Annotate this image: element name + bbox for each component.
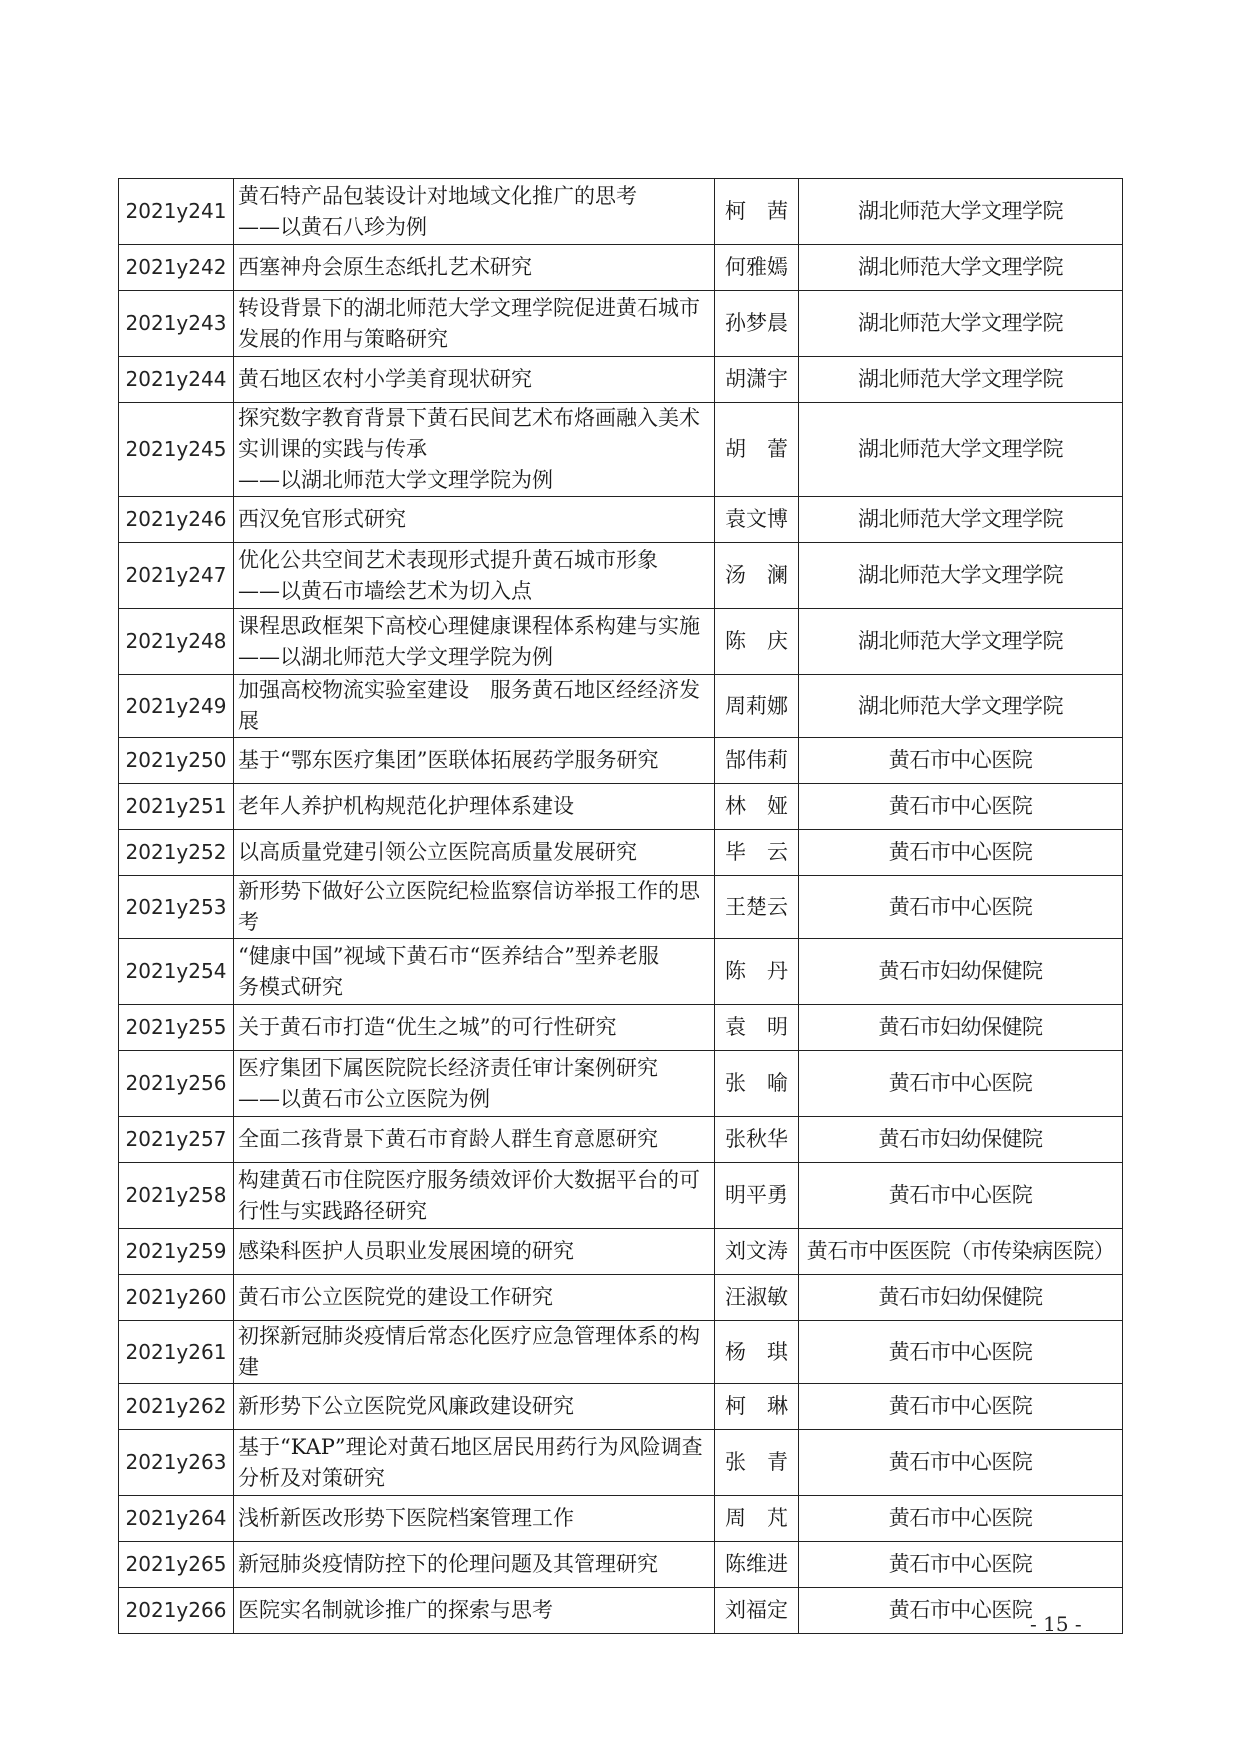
organization-cell: 黄石市中心医院 — [799, 1542, 1123, 1588]
project-title-line: 构建黄石市住院医疗服务绩效评价大数据平台的可 — [238, 1167, 700, 1192]
project-title-line: 西塞神舟会原生态纸扎艺术研究 — [238, 255, 532, 279]
project-title-cell — [234, 609, 715, 675]
organization-cell: 湖北师范大学文理学院 — [799, 357, 1123, 403]
project-id-cell: 2021y265 — [119, 1542, 234, 1588]
project-title-line: 基于“KAP”理论对黄石地区居民用药行为风险调查 — [238, 1434, 703, 1459]
organization-cell: 黄石市妇幼保健院 — [799, 939, 1123, 1005]
author-cell: 袁 明 — [715, 1005, 799, 1051]
project-id-cell: 2021y262 — [119, 1384, 234, 1430]
author-cell: 胡潇宇 — [715, 357, 799, 403]
project-title-cell — [234, 497, 715, 543]
project-title-line: 以高质量党建引领公立医院高质量发展研究 — [238, 840, 637, 864]
project-id-cell: 2021y264 — [119, 1496, 234, 1542]
organization-cell: 湖北师范大学文理学院 — [799, 675, 1123, 738]
author-cell: 袁文博 — [715, 497, 799, 543]
table-row — [119, 1321, 1123, 1384]
project-title-cell — [234, 738, 715, 784]
project-title-cell — [234, 1496, 715, 1542]
project-title-line: 优化公共空间艺术表现形式提升黄石城市形象 — [238, 547, 658, 572]
author-cell: 陈 庆 — [715, 609, 799, 675]
organization-cell: 湖北师范大学文理学院 — [799, 245, 1123, 291]
organization-cell: 黄石市妇幼保健院 — [799, 1005, 1123, 1051]
organization-cell: 黄石市中心医院 — [799, 1588, 1123, 1634]
project-title-line: 初探新冠肺炎疫情后常态化医疗应急管理体系的构建 — [238, 1324, 700, 1379]
projects-table — [118, 178, 1123, 1634]
organization-cell: 湖北师范大学文理学院 — [799, 403, 1123, 497]
project-title-line: 医疗集团下属医院院长经济责任审计案例研究 — [238, 1055, 658, 1080]
project-title-line: 黄石地区农村小学美育现状研究 — [238, 367, 532, 391]
table-row — [119, 738, 1123, 784]
project-id-cell: 2021y241 — [119, 179, 234, 245]
project-title-line: 老年人养护机构规范化护理体系建设 — [238, 794, 574, 818]
table-row — [119, 497, 1123, 543]
project-title-line: 医院实名制就诊推广的探索与思考 — [238, 1598, 553, 1622]
project-title-cell — [234, 543, 715, 609]
author-cell: 汪淑敏 — [715, 1275, 799, 1321]
project-id-cell: 2021y246 — [119, 497, 234, 543]
project-title-line: ——以黄石市墙绘艺术为切入点 — [238, 578, 532, 603]
project-id-cell: 2021y252 — [119, 830, 234, 876]
project-title-cell — [234, 1229, 715, 1275]
organization-cell: 黄石市中心医院 — [799, 738, 1123, 784]
table-row — [119, 1496, 1123, 1542]
table-row — [119, 1117, 1123, 1163]
project-title-cell — [234, 830, 715, 876]
author-cell: 胡 蕾 — [715, 403, 799, 497]
project-title-cell — [234, 1051, 715, 1117]
table-row — [119, 1229, 1123, 1275]
project-id-cell: 2021y243 — [119, 291, 234, 357]
author-cell: 郜伟莉 — [715, 738, 799, 784]
author-cell: 孙梦晨 — [715, 291, 799, 357]
project-id-cell: 2021y258 — [119, 1163, 234, 1229]
organization-cell: 黄石市中心医院 — [799, 1384, 1123, 1430]
organization-cell: 黄石市中心医院 — [799, 1430, 1123, 1496]
project-title-cell — [234, 1588, 715, 1634]
project-id-cell: 2021y255 — [119, 1005, 234, 1051]
project-title-line: 发展的作用与策略研究 — [238, 326, 448, 351]
table-row — [119, 1275, 1123, 1321]
organization-cell: 黄石市妇幼保健院 — [799, 1117, 1123, 1163]
table-row — [119, 1005, 1123, 1051]
project-title-line: 探究数字教育背景下黄石民间艺术布烙画融入美术 — [238, 406, 700, 430]
project-title-cell — [234, 939, 715, 1005]
table-row — [119, 1542, 1123, 1588]
project-id-cell: 2021y259 — [119, 1229, 234, 1275]
author-cell: 林 娅 — [715, 784, 799, 830]
table-row — [119, 291, 1123, 357]
project-title-cell — [234, 1321, 715, 1384]
author-cell: 陈维进 — [715, 1542, 799, 1588]
author-cell: 刘福定 — [715, 1588, 799, 1634]
author-cell: 柯 茜 — [715, 179, 799, 245]
project-title-cell — [234, 675, 715, 738]
project-id-cell: 2021y248 — [119, 609, 234, 675]
page-number: - 15 - — [1030, 1612, 1082, 1636]
table-row — [119, 830, 1123, 876]
project-title-line: 加强高校物流实验室建设 服务黄石地区经经济发展 — [238, 678, 700, 733]
project-title-line: ——以湖北师范大学文理学院为例 — [238, 468, 553, 492]
organization-cell: 湖北师范大学文理学院 — [799, 497, 1123, 543]
author-cell: 明平勇 — [715, 1163, 799, 1229]
author-cell: 汤 澜 — [715, 543, 799, 609]
project-title-line: ——以黄石市公立医院为例 — [238, 1086, 490, 1111]
project-id-cell: 2021y247 — [119, 543, 234, 609]
organization-cell: 黄石市中心医院 — [799, 784, 1123, 830]
project-title-line: 新冠肺炎疫情防控下的伦理问题及其管理研究 — [238, 1552, 658, 1576]
table-row — [119, 1163, 1123, 1229]
project-title-line: 转设背景下的湖北师范大学文理学院促进黄石城市 — [238, 295, 700, 320]
project-title-line: 关于黄石市打造“优生之城”的可行性研究 — [238, 1015, 617, 1039]
project-title-line: 黄石特产品包装设计对地域文化推广的思考 — [238, 183, 637, 208]
author-cell: 张 喻 — [715, 1051, 799, 1117]
project-title-line: “健康中国”视域下黄石市“医养结合”型养老服 — [238, 943, 659, 968]
table-row — [119, 1051, 1123, 1117]
project-id-cell: 2021y256 — [119, 1051, 234, 1117]
project-title-cell — [234, 245, 715, 291]
project-id-cell: 2021y260 — [119, 1275, 234, 1321]
project-title-line: 基于“鄂东医疗集团”医联体拓展药学服务研究 — [238, 748, 659, 772]
project-id-cell: 2021y253 — [119, 876, 234, 939]
project-title-line: 感染科医护人员职业发展困境的研究 — [238, 1239, 574, 1263]
project-title-line: 新形势下做好公立医院纪检监察信访举报工作的思考 — [238, 879, 700, 934]
project-title-cell — [234, 876, 715, 939]
organization-cell: 黄石市中心医院 — [799, 1051, 1123, 1117]
project-id-cell: 2021y249 — [119, 675, 234, 738]
organization-cell: 黄石市中心医院 — [799, 876, 1123, 939]
project-id-cell: 2021y254 — [119, 939, 234, 1005]
project-title-line: 课程思政框架下高校心理健康课程体系构建与实施 — [238, 613, 700, 638]
organization-cell: 黄石市中心医院 — [799, 1163, 1123, 1229]
project-title-line: ——以黄石八珍为例 — [238, 214, 427, 239]
table-row — [119, 357, 1123, 403]
project-id-cell: 2021y263 — [119, 1430, 234, 1496]
organization-cell: 黄石市中医医院（市传染病医院） — [799, 1229, 1123, 1275]
author-cell: 王楚云 — [715, 876, 799, 939]
project-title-line: 黄石市公立医院党的建设工作研究 — [238, 1285, 553, 1309]
organization-cell: 湖北师范大学文理学院 — [799, 179, 1123, 245]
table-row — [119, 1430, 1123, 1496]
project-title-cell — [234, 784, 715, 830]
author-cell: 毕 云 — [715, 830, 799, 876]
organization-cell: 黄石市中心医院 — [799, 1496, 1123, 1542]
organization-cell: 湖北师范大学文理学院 — [799, 609, 1123, 675]
project-title-line: 全面二孩背景下黄石市育龄人群生育意愿研究 — [238, 1127, 658, 1151]
author-cell: 张 青 — [715, 1430, 799, 1496]
table-row — [119, 939, 1123, 1005]
author-cell: 刘文涛 — [715, 1229, 799, 1275]
project-title-cell — [234, 1005, 715, 1051]
table-row — [119, 179, 1123, 245]
project-title-cell — [234, 1163, 715, 1229]
organization-cell: 湖北师范大学文理学院 — [799, 543, 1123, 609]
table-row — [119, 245, 1123, 291]
table-row — [119, 784, 1123, 830]
table-row — [119, 543, 1123, 609]
project-title-cell — [234, 179, 715, 245]
author-cell: 柯 琳 — [715, 1384, 799, 1430]
organization-cell: 湖北师范大学文理学院 — [799, 291, 1123, 357]
project-title-line: 分析及对策研究 — [238, 1465, 385, 1490]
project-title-line: ——以湖北师范大学文理学院为例 — [238, 644, 553, 669]
project-title-cell — [234, 403, 715, 497]
author-cell: 周莉娜 — [715, 675, 799, 738]
project-title-line: 西汉免官形式研究 — [238, 507, 406, 531]
table-row — [119, 403, 1123, 497]
table-row — [119, 876, 1123, 939]
organization-cell: 黄石市中心医院 — [799, 1321, 1123, 1384]
table-row — [119, 1384, 1123, 1430]
author-cell: 杨 琪 — [715, 1321, 799, 1384]
project-id-cell: 2021y261 — [119, 1321, 234, 1384]
project-title-cell — [234, 1117, 715, 1163]
project-title-cell — [234, 1384, 715, 1430]
projects-table-body — [119, 179, 1123, 1634]
author-cell: 周 芃 — [715, 1496, 799, 1542]
project-id-cell: 2021y242 — [119, 245, 234, 291]
table-row — [119, 1588, 1123, 1634]
author-cell: 张秋华 — [715, 1117, 799, 1163]
project-title-line: 务模式研究 — [238, 974, 343, 999]
organization-cell: 黄石市中心医院 — [799, 830, 1123, 876]
project-id-cell: 2021y257 — [119, 1117, 234, 1163]
project-id-cell: 2021y266 — [119, 1588, 234, 1634]
table-row — [119, 609, 1123, 675]
project-title-line: 实训课的实践与传承 — [238, 437, 427, 461]
project-id-cell: 2021y251 — [119, 784, 234, 830]
project-id-cell: 2021y244 — [119, 357, 234, 403]
project-id-cell: 2021y250 — [119, 738, 234, 784]
project-title-line: 浅析新医改形势下医院档案管理工作 — [238, 1506, 574, 1530]
project-title-line: 新形势下公立医院党风廉政建设研究 — [238, 1394, 574, 1418]
organization-cell: 黄石市妇幼保健院 — [799, 1275, 1123, 1321]
project-title-cell — [234, 357, 715, 403]
table-row — [119, 675, 1123, 738]
author-cell: 何雅嫣 — [715, 245, 799, 291]
project-id-cell: 2021y245 — [119, 403, 234, 497]
project-title-cell — [234, 1430, 715, 1496]
project-title-cell — [234, 291, 715, 357]
project-title-cell — [234, 1275, 715, 1321]
project-title-cell — [234, 1542, 715, 1588]
project-title-line: 行性与实践路径研究 — [238, 1198, 427, 1223]
author-cell: 陈 丹 — [715, 939, 799, 1005]
